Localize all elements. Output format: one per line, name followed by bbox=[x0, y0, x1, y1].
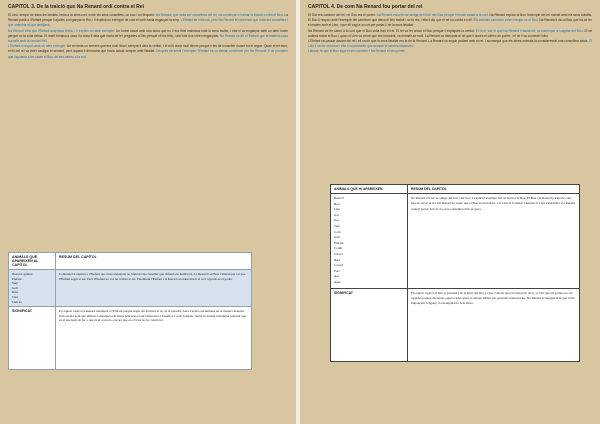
highlighted-text: Na Renard, que volia ser consellera del rei, va començar a tramar la traïció contra el Bou. bbox=[155, 13, 285, 17]
highlighted-text: L'Elefant li respon amb un altre exemple: bbox=[8, 44, 67, 49]
body-paragraph bbox=[308, 13, 592, 29]
body-text-run: Un rei tenia un servent que era molt lleial i sempre li deia la veritat, i el rei li donà molt diners perquè li fes de conseller durant tot el regne. Quan el rei morí, el fill del rei va voler castigar el servent, però aquest li demostrà que havia actuat sempre amb lleialtat. bbox=[8, 44, 288, 54]
highlighted-text: El Lleó li va fer un honor i ella li va prometre que sempre el serviria lleialment. bbox=[308, 39, 592, 49]
animal-item: Serp bbox=[12, 281, 19, 286]
body-text-run: El Lleó, senyor de totes les bèsties, tenia a la seva cort, entre els seus consellers, un bou i un lleopard. bbox=[8, 13, 156, 17]
animal-item: Renard bbox=[334, 196, 344, 200]
body-paragraph bbox=[8, 44, 288, 60]
body-paragraph bbox=[308, 49, 592, 54]
chapter-body-text bbox=[308, 13, 592, 55]
animal-item: Gat bbox=[334, 212, 339, 217]
summary-table bbox=[330, 184, 580, 362]
animal-item: Cérvol bbox=[334, 251, 343, 256]
animal-item: Lleó bbox=[12, 294, 19, 299]
highlighted-text: El Lleó, vist el que Na Renard li havia dit, va començar a sospitar del Bou. bbox=[475, 28, 584, 33]
highlighted-text: Els animals carnívors volen menjar-se el Bou. bbox=[473, 18, 539, 23]
summary-text: La Renard li explica a l'Elefant que dous enganyen no tindran cap conseller que defensi els herbívors. La Renard i el Bou s'aliaran per tal que l'Elefant segui el rei. Però l'Elefant no vol fer traïció al rei. Finalment l'Elefant i la Renard acorden matar el rei i repartir-se el poder. bbox=[56, 270, 252, 307]
animals-list bbox=[9, 270, 56, 307]
animal-item: Bou bbox=[334, 201, 340, 206]
summary-table bbox=[8, 252, 252, 370]
right-page bbox=[300, 0, 600, 424]
animals-list bbox=[331, 194, 408, 289]
animal-item: Lleb es bbox=[12, 299, 22, 304]
body-text-run: La Renard parlà a l'Elefant perquè li ajudés a enganyar el Rei, i li explicà un exemple de com el corb havia enganyat la serp. bbox=[8, 13, 288, 23]
highlighted-text: Na Renard veia que l'Elefant sospitava d'ella, i li explicà un altre exemple: bbox=[8, 28, 116, 33]
body-text-run: L'Elefant va passar davant del rei i ell va dir que la seva lleialtat era la de la Renard. La Renard va seguir parlant amb el rei, i aconseguí que els altres animals la consideressin una consellera sàvia. bbox=[308, 39, 590, 44]
body-text-run: Un home casat amb una dona que no li era fidel estimava molt la seva muller, i ella el va enganyar amb un altre home perquè no la volia deixar. El marit tornava a casa i la dona li deia que havia de fer pregàries a Déu perquè ell fos feliç, i així tots dos vivien enganyats. bbox=[8, 28, 289, 38]
animal-item: Elefant bbox=[334, 240, 344, 245]
chapter-title: CAPITOL 3. De la traïció que Na Renard ordí contra el Rei bbox=[8, 4, 144, 10]
animal-item: Corb bbox=[334, 229, 341, 234]
body-paragraph bbox=[8, 13, 288, 29]
highlighted-text: Després de sentir l'exemple, l'Elefant es va deixar convèncer per Na Renard i li va prometre que l'ajudaria a fer caure el Bou del seu càrrec a la cort. bbox=[8, 49, 288, 59]
body-paragraph bbox=[8, 29, 288, 45]
left-page bbox=[0, 0, 296, 424]
table-header-animals: ANIMALS QUE APAREIXEN AL CAPÍTOL bbox=[9, 253, 56, 270]
animal-item: Renard- guineu bbox=[12, 272, 33, 276]
body-text-run: Na Renard explicà al Bou l'exemple del rei malvat amb els seus súbdits. El Bou li respon amb l'exemple del carnisser que deixa el lleó malalt i no fa res, i ella li diu que el rei no confia en ell. bbox=[308, 13, 592, 23]
animal-item: Conill bbox=[334, 246, 343, 251]
animal-item: Gall bbox=[12, 285, 18, 290]
table-header-summary: RESUM DEL CAPÍTOL bbox=[408, 185, 580, 194]
animal-item: Rata bbox=[334, 257, 341, 262]
body-text-run: Na Renard li diu al Bou que ha de fer el mateix amb el Lleó, i que ell vagi a la cort per parlar-li de la seva lleialtat. bbox=[308, 18, 592, 28]
chapter-body-text bbox=[8, 13, 288, 60]
body-paragraph bbox=[308, 39, 592, 49]
significance-label: SIGNIFICAT bbox=[331, 288, 408, 361]
highlighted-text: Na Renard va dir a l'Elefant que la mateixa cosa succeïa amb la cort del Rei. bbox=[8, 33, 288, 44]
chapter-title: CAPITOL 4. De com Na Renard fou portar del rei bbox=[308, 4, 423, 10]
body-text-run: Na Renard va fer saber a la cort que el Bou volia trair el rei. El rei va fer cridar el Bou perquè li expliqués la veritat. bbox=[308, 28, 476, 33]
table-header-animals: ANIMALS QUE HI APAREIXEN bbox=[331, 185, 408, 194]
table-header-summary: RESUM DEL CAPÍTOL bbox=[56, 253, 252, 270]
body-paragraph bbox=[308, 29, 592, 39]
animal-item: Ànec bbox=[334, 279, 341, 284]
highlighted-text: Na Renard volia fer-se amiga del Gat i del Gos perquè li fessin costat a la cort. bbox=[376, 13, 489, 17]
highlighted-text: Llavors, fa que el Bou sigui el seu cambrer i Na Renard el seu porter. bbox=[308, 49, 406, 54]
animal-item: Ase bbox=[334, 274, 340, 279]
highlighted-text: L'Elefant se n'adonà, però Na Renard el convencé que volia ser consellera i que obtindria el que desitjava. bbox=[8, 18, 288, 28]
animal-item: Porc bbox=[334, 268, 341, 273]
animal-item: Gall bbox=[334, 235, 340, 240]
body-text-run: El Gat era cambrer del rei i el Gos era el porter. bbox=[308, 13, 377, 17]
animal-item: Lleó bbox=[334, 207, 341, 212]
significance-label: SIGNIFICAT bbox=[9, 307, 56, 370]
animal-item: Gos bbox=[334, 218, 340, 223]
animal-item: Serp bbox=[334, 223, 341, 228]
significance-text: En aquest capítol el lleó es penedeix de la mort del bou, ja que s'adona que era innocent. Això vol dir que els poderosos de vegades prenen decisions equivocades quan es deixen influir per persones interessades. Na Renard aconsegueix el que volia mitjançant l'engany i la manipulació dels altres. bbox=[408, 288, 580, 361]
animal-item: Cavall bbox=[334, 263, 343, 268]
body-text-run: El rei ordenà matar el Bou i, quan el Lleó va veure que era innocent, va entristir-se molt. La Renard va demanar al rei que li donés el càrrec de porter, i el rei li va concedir l'ofici. bbox=[308, 28, 592, 38]
animal-item: Elefant bbox=[12, 276, 22, 281]
animal-item: Rata bbox=[12, 290, 19, 295]
summary-text: Na Renard vol fer-se amiga del Gat i del Gos, i explica l'exemple del rei malvat al Bou. El Bou i la Renard parlen de com han de servir el rei. Na Renard fa veure que el Bou és un traïdor, i el Lleó el fa matar. Després el Lleó s'entristeix i la Renard esdevé porter del rei i la seva consellera més propera. bbox=[408, 194, 580, 289]
significance-text: En aquest capítol la Renard manipula a l'Elefant perquè segui rei. Utilitza el do de la paraula. Això s'aplica als humans de la manera mateixa, hi ha molta gent que utilitza o manipula els altres pels seus propis interessos i benefici. I com l'elefant, molts es deixen manipular pensant que és el que hem de fer o que és el correcte, encara que en el fons no ho volem fer. bbox=[56, 307, 252, 370]
